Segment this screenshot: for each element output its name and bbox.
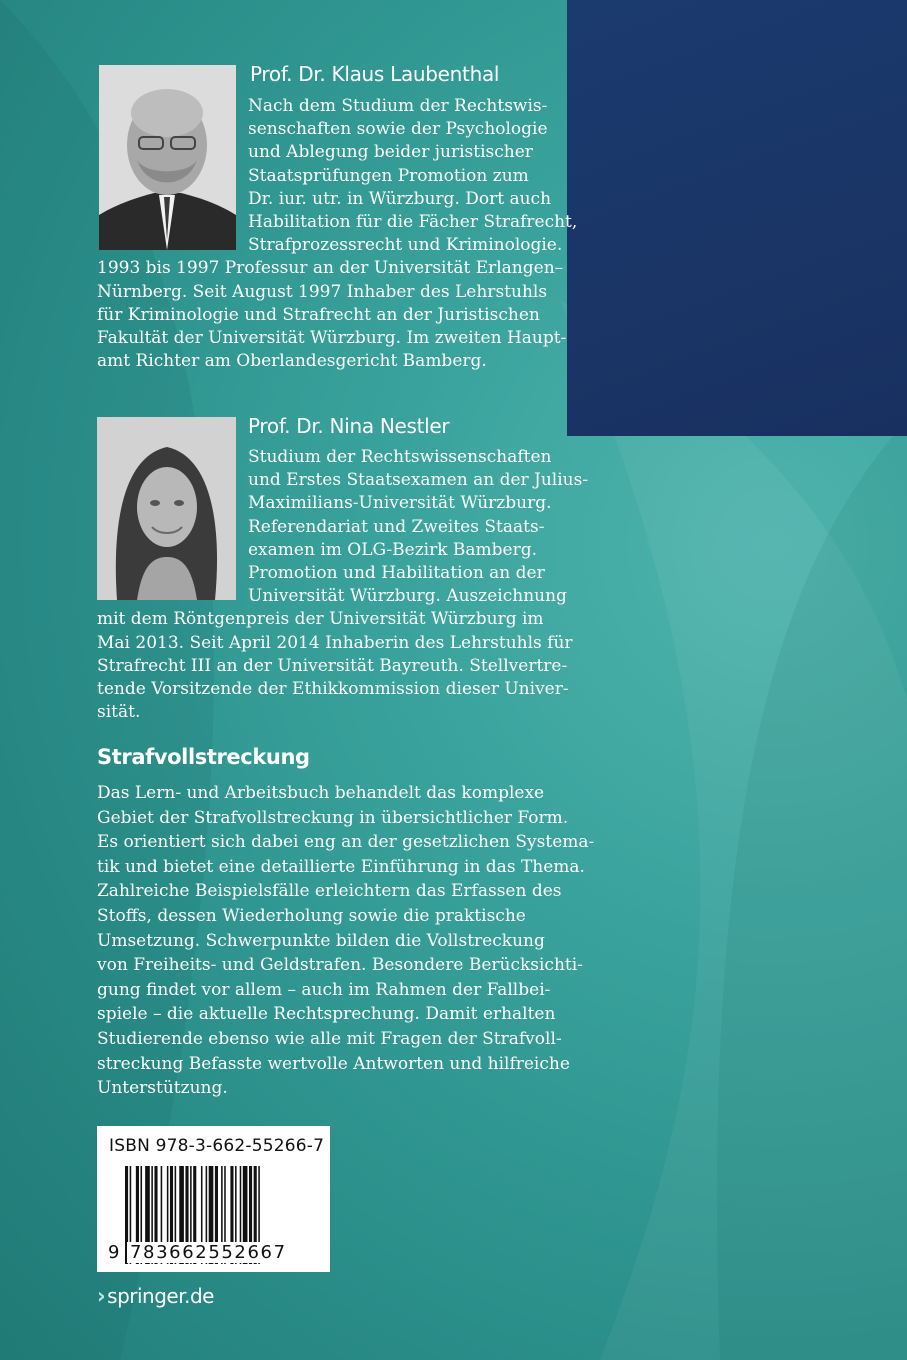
description-line: spiele – die aktuelle Rechtsprechung. Damit erhalten [97, 1004, 556, 1025]
bio-line: Fakultät der Universität Würzburg. Im zweiten Haupt- [97, 328, 567, 349]
description-line: Zahlreiche Beispielsfälle erleichtern das Erfassen des [97, 881, 562, 902]
bio-line: sität. [97, 702, 141, 723]
bio-line: Promotion und Habilitation an der [248, 563, 545, 584]
bio-line: mit dem Röntgenpreis der Universität Würzburg im [97, 609, 544, 630]
cover-blue-panel [567, 0, 907, 436]
author-bio-laubenthal [97, 95, 578, 373]
bio-line: examen im OLG-Bezirk Bamberg. [248, 539, 538, 560]
isbn-label: ISBN 978-3-662-55266-7 [109, 1136, 325, 1156]
description-line: tik und bietet eine detaillierte Einführung in das Thema. [97, 856, 585, 877]
description-line: streckung Befasste wertvolle Antworten und hilfreiche [97, 1053, 570, 1074]
author-name-nestler: Prof. Dr. Nina Nestler [248, 414, 450, 438]
description-line: gung findet vor allem – auch im Rahmen der Fallbei- [97, 979, 551, 1000]
bio-line: Habilitation für die Fächer Strafrecht, [248, 212, 578, 233]
bio-line: Strafrecht III an der Universität Bayreuth. Stellvertre- [97, 655, 568, 676]
bio-line: Staatsprüfungen Promotion zum [248, 165, 529, 186]
description-line: Unterstützung. [97, 1078, 228, 1099]
bio-line: Nach dem Studium der Rechtswis- [248, 96, 548, 116]
description-line: Stoffs, dessen Wiederholung sowie die praktische [97, 905, 526, 926]
author-bio-nestler [97, 446, 589, 724]
bio-line: Maximilians-Universität Würzburg. [248, 493, 552, 514]
bio-line: Referendariat und Zweites Staats- [248, 516, 545, 537]
description-line: von Freiheits- und Geldstrafen. Besondere Berücksichti- [97, 955, 583, 976]
bio-line: Studium der Rechtswissenschaften [248, 447, 552, 467]
book-title: Strafvollstreckung [97, 745, 310, 769]
bio-line: Universität Würzburg. Auszeichnung [248, 586, 567, 607]
publisher-link[interactable] [97, 1284, 214, 1308]
bio-line: amt Richter am Oberlandesgericht Bamberg. [97, 351, 487, 372]
ean-first-digit: 9 [108, 1242, 120, 1263]
chevron-right-icon: › [97, 1284, 106, 1308]
bio-line: Dr. iur. utr. in Würzburg. Dort auch [248, 188, 552, 209]
bio-line: tende Vorsitzende der Ethikkommission dieser Univer- [97, 679, 569, 700]
bio-line: Strafprozessrecht und Kriminologie. [248, 235, 563, 256]
description-line: Studierende ebenso wie alle mit Fragen der Strafvoll- [97, 1028, 562, 1049]
author-name-laubenthal: Prof. Dr. Klaus Laubenthal [250, 62, 500, 86]
bio-line: Mai 2013. Seit April 2014 Inhaberin des Lehrstuhls für [97, 632, 573, 653]
book-description [97, 781, 594, 1101]
description-line: Gebiet der Strafvollstreckung in übersichtlicher Form. [97, 807, 569, 828]
bio-line: und Ablegung beider juristischer [248, 142, 533, 163]
bio-line: Nürnberg. Seit August 1997 Inhaber des Lehrstuhls [97, 281, 548, 302]
publisher-url: springer.de [107, 1284, 214, 1308]
description-line: Es orientiert sich dabei eng an der gesetzlichen Systema- [97, 832, 595, 853]
description-line: Umsetzung. Schwerpunkte bilden die Vollstreckung [97, 930, 545, 951]
bio-line: und Erstes Staatsexamen an der Julius- [248, 470, 589, 491]
bio-line: senschaften sowie der Psychologie [248, 119, 548, 140]
bio-line: 1993 bis 1997 Professur an der Universität Erlangen– [97, 258, 564, 279]
bio-line: für Kriminologie und Strafrecht an der Juristischen [97, 304, 540, 325]
description-line: Das Lern- und Arbeitsbuch behandelt das komplexe [97, 783, 545, 803]
isbn-barcode [97, 1126, 330, 1272]
ean-digits: 783662552667 [127, 1242, 322, 1263]
